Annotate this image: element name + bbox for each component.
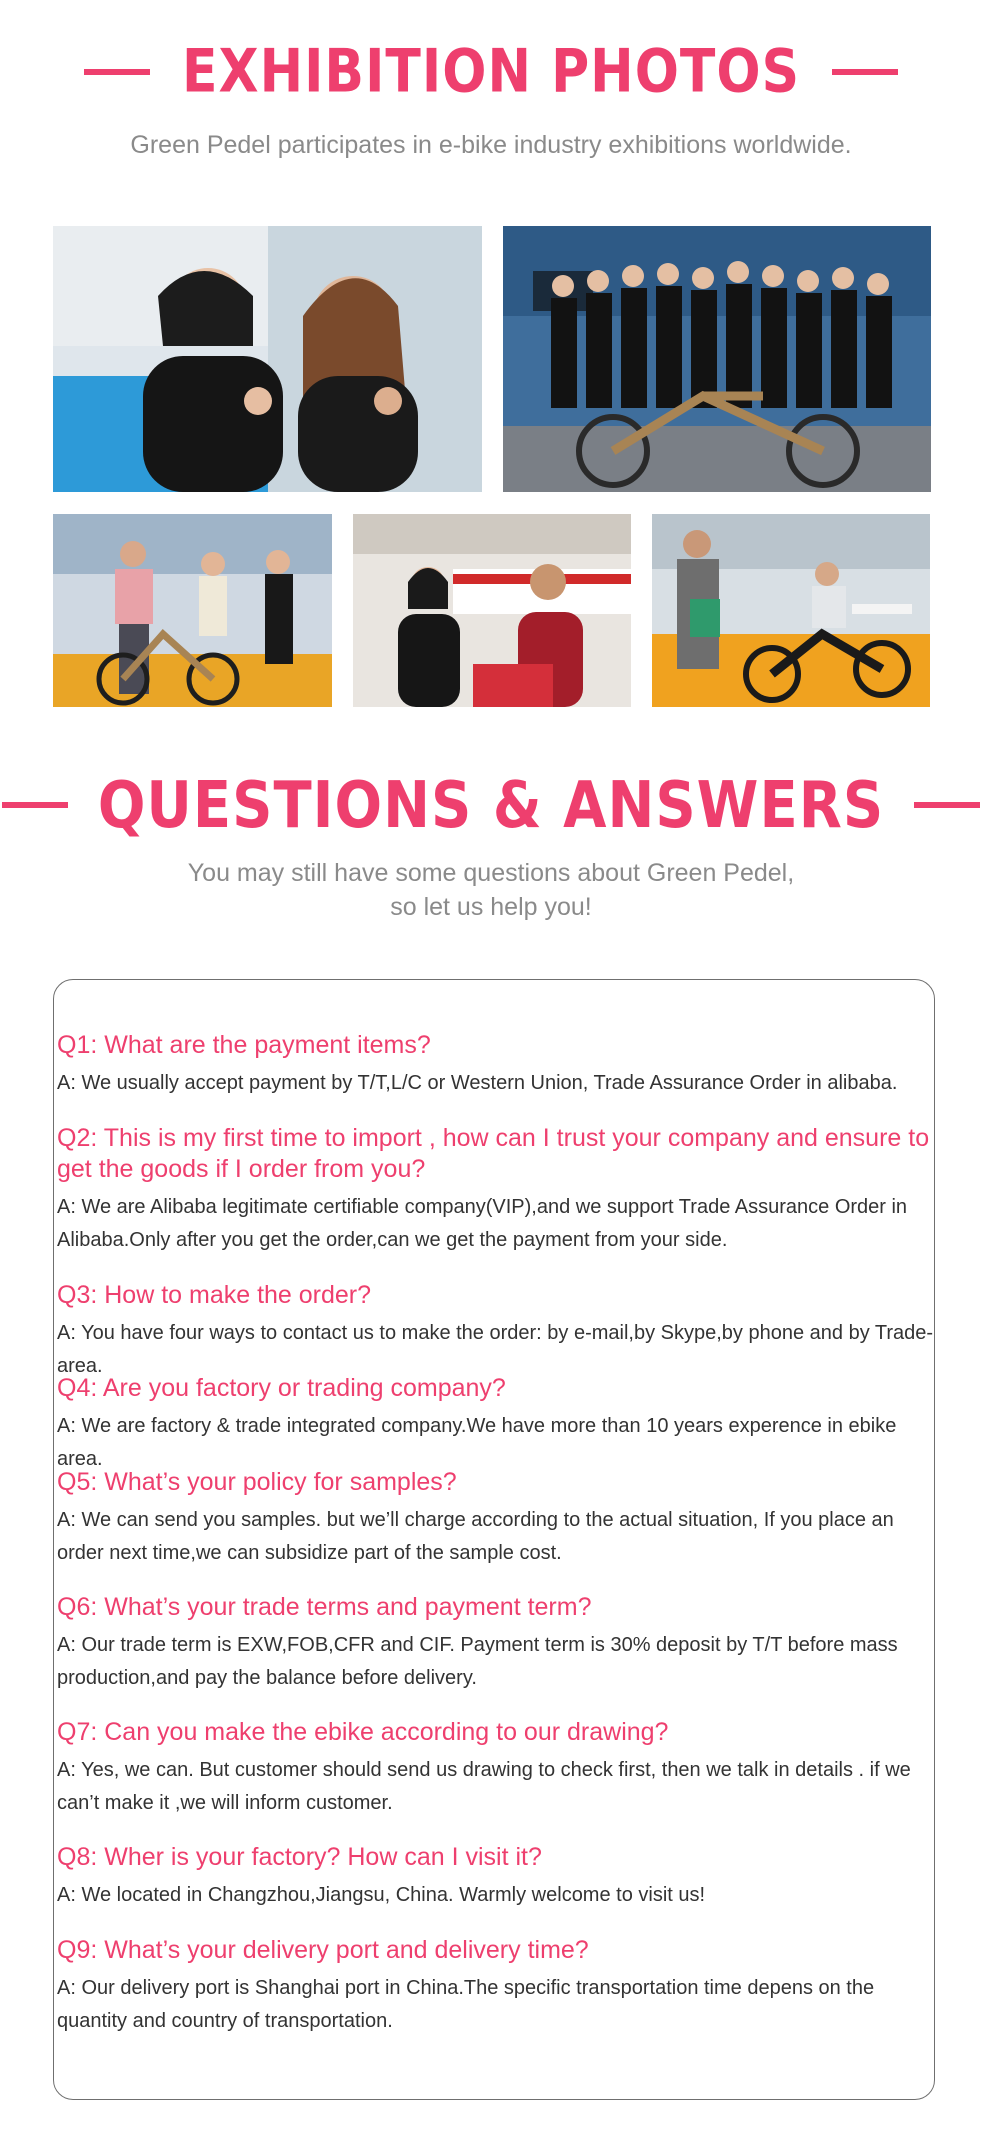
faq-question: Q7: Can you make the ebike according to our drawing? xyxy=(57,1718,669,1746)
faq-item xyxy=(57,1030,937,1100)
photo-team-group xyxy=(503,226,931,492)
photo-two-women-thumbs-up xyxy=(53,226,482,492)
faq-item xyxy=(57,1123,937,1257)
faq-item xyxy=(57,1842,937,1912)
faq-answer: A: We can send you samples. but we’ll charge according to the actual situation, If you place an order next time,we can subsidize part of the sample cost. xyxy=(57,1509,894,1564)
title-dash-right xyxy=(832,69,898,75)
title-dash-right xyxy=(914,802,980,808)
faq-item xyxy=(57,1467,937,1570)
exhibition-title: EXHIBITION PHOTOS xyxy=(181,37,801,107)
faq-answer: A: You have four ways to contact us to make the order: by e-mail,by Skype,by phone and by Trade-area. xyxy=(57,1322,934,1377)
faq-answer: A: We usually accept payment by T/T,L/C or Western Union, Trade Assurance Order in alibaba. xyxy=(57,1072,898,1094)
photo-two-seated-visitors xyxy=(353,514,631,707)
exhibition-header xyxy=(0,37,982,107)
faq-item xyxy=(57,1592,937,1695)
exhibition-subtitle: Green Pedel participates in e-bike industry exhibitions worldwide. xyxy=(130,131,852,159)
faq-question: Q3: How to make the order? xyxy=(57,1281,372,1309)
faq-answer: A: Our trade term is EXW,FOB,CFR and CIF. Payment term is 30% deposit by T/T before mass production,and pay the balance before delivery. xyxy=(57,1634,898,1689)
faq-question: Q8: Wher is your factory? How can I visit it? xyxy=(57,1843,542,1871)
faq-answer: A: We are Alibaba legitimate certifiable company(VIP),and we support Trade Assurance Order in Alibaba.Only after you get the order,can we get the payment from your side. xyxy=(57,1196,908,1251)
qa-header xyxy=(0,767,982,843)
photo-visitors-inspecting-bike xyxy=(652,514,930,707)
faq-item xyxy=(57,1280,937,1383)
qa-subtitle-line2: so let us help you! xyxy=(390,893,592,921)
photo-man-on-bike xyxy=(53,514,332,707)
faq-answer: A: Yes, we can. But customer should send us drawing to check first, then we talk in details . if we can’t make it ,we will inform customer. xyxy=(57,1759,911,1814)
faq-item xyxy=(57,1935,937,2038)
faq-question: Q5: What’s your policy for samples? xyxy=(57,1468,457,1496)
faq-item xyxy=(57,1373,937,1476)
title-dash-left xyxy=(84,69,150,75)
faq-answer: A: We are factory & trade integrated company.We have more than 10 years experence in ebike area. xyxy=(57,1415,897,1470)
title-dash-left xyxy=(2,802,68,808)
qa-title: QUESTIONS & ANSWERS xyxy=(97,767,885,843)
qa-subtitle-line1: You may still have some questions about Green Pedel, xyxy=(187,859,795,887)
faq-question: Q4: Are you factory or trading company? xyxy=(57,1374,506,1402)
faq-question: Q6: What’s your trade terms and payment term? xyxy=(57,1593,592,1621)
faq-question: Q1: What are the payment items? xyxy=(57,1031,431,1059)
faq-question: Q9: What’s your delivery port and delivery time? xyxy=(57,1936,589,1964)
faq-answer: A: Our delivery port is Shanghai port in China.The specific transportation time depens on the quantity and country of transportation. xyxy=(57,1977,875,2032)
faq-answer: A: We located in Changzhou,Jiangsu, China. Warmly welcome to visit us! xyxy=(57,1884,706,1906)
faq-question: Q2: This is my first time to import , how can I trust your company and ensure to get the goods if I order from you? xyxy=(57,1124,930,1183)
faq-item xyxy=(57,1717,937,1820)
